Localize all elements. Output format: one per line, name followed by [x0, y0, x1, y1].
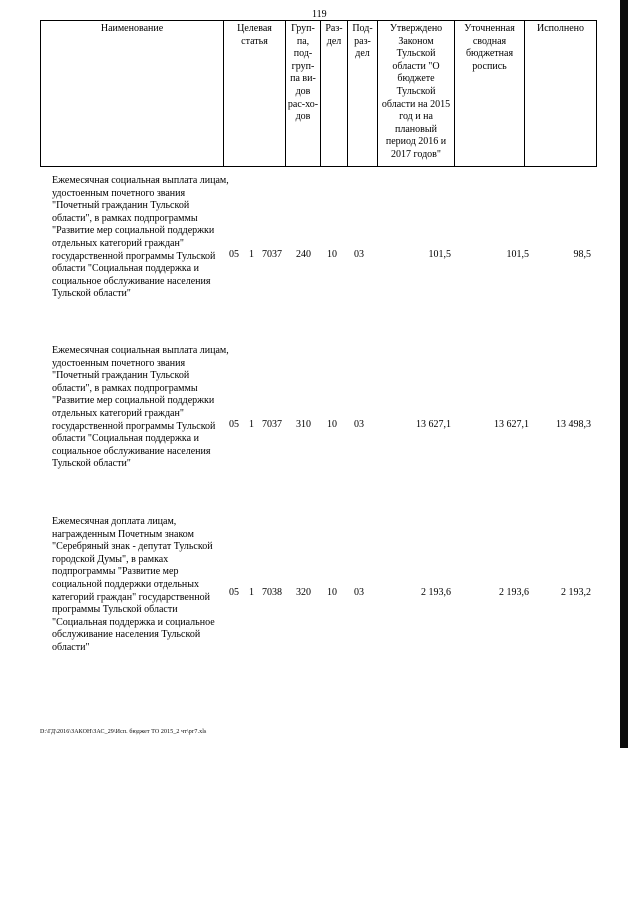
- section: 10: [327, 419, 337, 430]
- header-refined: Уточненная сводная бюджетная роспись: [455, 21, 525, 167]
- code-subprogram: 1: [249, 587, 254, 598]
- scan-border-strip: [620, 0, 628, 748]
- code-program: 05: [229, 419, 239, 430]
- approved-amount: 101,5: [428, 249, 451, 260]
- section: 10: [327, 249, 337, 260]
- executed-amount: 13 498,3: [556, 419, 591, 430]
- refined-amount: 2 193,6: [499, 587, 529, 598]
- code-direction: 7038: [262, 587, 282, 598]
- subsection: 03: [354, 249, 364, 260]
- header-target-article: Целевая статья: [224, 21, 286, 167]
- header-expense-group: Груп-па, под-груп-па ви-дов рас-хо-дов: [286, 21, 321, 167]
- header-section: Раз-дел: [321, 21, 348, 167]
- code-direction: 7037: [262, 249, 282, 260]
- row-name: Ежемесячная доплата лицам, награжденным Почетным знаком "Серебряный знак - депутат Тульской городской Думы", в рамках подпрограммы "Развитие мер социальной поддержки отдельных категорий граждан" государственной программы Тульской области "Социальная поддержка и социальное обслуживание населения Тульской области": [52, 516, 215, 653]
- header-approved: Утверждено Законом Тульской области "О бюджете Тульской области на 2015 год и на плановый период 2016 и 2017 годов": [378, 21, 455, 167]
- expense-group: 310: [296, 419, 311, 430]
- code-program: 05: [229, 249, 239, 260]
- code-direction: 7037: [262, 419, 282, 430]
- header-subsection: Под-раз-дел: [348, 21, 378, 167]
- row-name: Ежемесячная социальная выплата лицам, удостоенным почетного звания "Почетный гражданин Тульской области", в рамках подпрограммы "Развитие мер социальной поддержки отдельных категорий граждан" государственной программы Тульской области "Социальная поддержка и социальное обслуживание населения Тульской области": [52, 345, 229, 470]
- refined-amount: 13 627,1: [494, 419, 529, 430]
- refined-amount: 101,5: [506, 249, 529, 260]
- file-path-footer: D:\ГД\2016\ЗАКОН\ЗАС_29\Исп. бюджет ТО 2015_2 чт\рг7.xls: [40, 729, 207, 735]
- expense-group: 320: [296, 587, 311, 598]
- approved-amount: 13 627,1: [416, 419, 451, 430]
- header-name: Наименование: [41, 21, 224, 167]
- table-header: [40, 20, 597, 167]
- code-program: 05: [229, 587, 239, 598]
- row-name: Ежемесячная социальная выплата лицам, удостоенным почетного звания "Почетный гражданин Тульской области", в рамках подпрограммы "Развитие мер социальной поддержки отдельных категорий граждан" государственной программы Тульской области "Социальная поддержка и социальное обслуживание населения Тульской области": [52, 175, 229, 300]
- code-subprogram: 1: [249, 419, 254, 430]
- code-subprogram: 1: [249, 249, 254, 260]
- executed-amount: 98,5: [573, 249, 591, 260]
- header-executed: Исполнено: [525, 21, 597, 167]
- expense-group: 240: [296, 249, 311, 260]
- page-number: 119: [312, 9, 327, 20]
- subsection: 03: [354, 587, 364, 598]
- approved-amount: 2 193,6: [421, 587, 451, 598]
- section: 10: [327, 587, 337, 598]
- executed-amount: 2 193,2: [561, 587, 591, 598]
- subsection: 03: [354, 419, 364, 430]
